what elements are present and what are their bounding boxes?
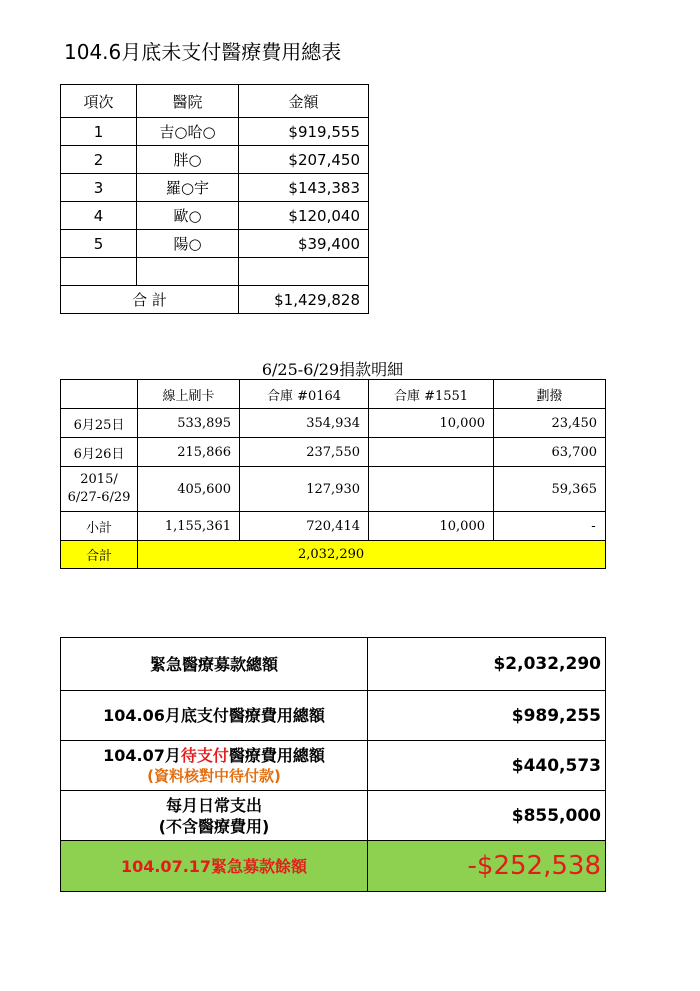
- total-amount: $1,429,828: [239, 286, 369, 314]
- balance-label: 104.06月底支付醫療費用總額: [61, 691, 368, 741]
- balance-label: [61, 741, 368, 791]
- row-no: 4: [61, 202, 137, 230]
- table-header-row: [61, 85, 369, 118]
- subtotal-transfer: -: [494, 512, 606, 541]
- balance-amount: $440,573: [368, 741, 606, 791]
- empty-cell: [137, 258, 239, 286]
- row-transfer: 59,365: [494, 467, 606, 512]
- table-row: [61, 230, 369, 258]
- balance-row: [61, 691, 606, 741]
- total-label: 合計: [61, 541, 138, 569]
- balance-amount: $989,255: [368, 691, 606, 741]
- table-row: [61, 146, 369, 174]
- header-online-card: 線上刷卡: [138, 380, 240, 409]
- row-amount: $120,040: [239, 202, 369, 230]
- row-hospital: 羅○宇: [137, 174, 239, 202]
- subtotal-row: [61, 512, 606, 541]
- row-acc1551: [369, 438, 494, 467]
- table-row: [61, 118, 369, 146]
- header-account-1551: 合庫 #1551: [369, 380, 494, 409]
- row-date: [61, 467, 138, 512]
- row-acc1551: [369, 467, 494, 512]
- row-no: 1: [61, 118, 137, 146]
- subtotal-card: 1,155,361: [138, 512, 240, 541]
- row-hospital: 吉○哈○: [137, 118, 239, 146]
- table-row: [61, 174, 369, 202]
- table-header-row: [61, 380, 606, 409]
- row-no: 2: [61, 146, 137, 174]
- row-transfer: 63,700: [494, 438, 606, 467]
- row-no: 5: [61, 230, 137, 258]
- header-item-no: 項次: [61, 85, 137, 118]
- empty-row: [61, 258, 369, 286]
- row-date-line2: 6/27-6/29: [67, 490, 131, 505]
- row-hospital: 胖○: [137, 146, 239, 174]
- row-amount: $143,383: [239, 174, 369, 202]
- donations-title: 6/25-6/29捐款明細: [261, 360, 404, 379]
- row-acc0164: 237,550: [240, 438, 369, 467]
- empty-cell: [61, 258, 137, 286]
- balance-label: 緊急醫療募款總額: [61, 638, 368, 691]
- balance-amount: $2,032,290: [368, 638, 606, 691]
- total-label: 合 計: [61, 286, 239, 314]
- header-transfer: 劃撥: [494, 380, 606, 409]
- row-amount: $39,400: [239, 230, 369, 258]
- row-card: 405,600: [138, 467, 240, 512]
- final-balance-label: 104.07.17緊急募款餘額: [61, 841, 368, 892]
- final-balance-amount: -$252,538: [368, 841, 606, 892]
- row-hospital: 陽○: [137, 230, 239, 258]
- row-acc0164: 127,930: [240, 467, 369, 512]
- row-hospital: 歐○: [137, 202, 239, 230]
- donations-table: [60, 379, 606, 569]
- empty-cell: [239, 258, 369, 286]
- header-date: [61, 380, 138, 409]
- table-row: [61, 438, 606, 467]
- total-row: [61, 541, 606, 569]
- balance-amount: $855,000: [368, 791, 606, 841]
- row-acc1551: 10,000: [369, 409, 494, 438]
- row-date-line1: 2015/: [80, 472, 118, 487]
- final-balance-row: [61, 841, 606, 892]
- label-suffix: 醫療費用總額: [228, 745, 325, 765]
- row-acc0164: 354,934: [240, 409, 369, 438]
- balance-label-note: (資料核對中待付款): [147, 766, 281, 785]
- balance-label-line1: [61, 745, 367, 766]
- row-amount: $919,555: [239, 118, 369, 146]
- table-row: [61, 467, 606, 512]
- balance-label: [61, 791, 368, 841]
- subtotal-acc0164: 720,414: [240, 512, 369, 541]
- row-transfer: 23,450: [494, 409, 606, 438]
- balance-label-line2: (不含醫療費用): [158, 816, 270, 836]
- balance-row: [61, 638, 606, 691]
- header-hospital: 醫院: [137, 85, 239, 118]
- total-amount: 2,032,290: [138, 541, 606, 569]
- row-date: 6月26日: [61, 438, 138, 467]
- unpaid-expenses-table: [60, 84, 369, 314]
- balance-table: [60, 637, 606, 892]
- table-row: [61, 409, 606, 438]
- summary-title: 104.6月底未支付醫療費用總表: [64, 40, 342, 64]
- total-row: [61, 286, 369, 314]
- row-no: 3: [61, 174, 137, 202]
- balance-label-line1: 每月日常支出: [165, 795, 262, 815]
- row-card: 215,866: [138, 438, 240, 467]
- row-date: 6月25日: [61, 409, 138, 438]
- subtotal-acc1551: 10,000: [369, 512, 494, 541]
- balance-row: [61, 741, 606, 791]
- table-row: [61, 202, 369, 230]
- label-prefix: 104.07月: [103, 745, 181, 765]
- label-pending: 待支付: [180, 745, 229, 765]
- row-amount: $207,450: [239, 146, 369, 174]
- header-account-0164: 合庫 #0164: [240, 380, 369, 409]
- subtotal-label: 小計: [61, 512, 138, 541]
- header-amount: 金額: [239, 85, 369, 118]
- balance-row: [61, 791, 606, 841]
- row-card: 533,895: [138, 409, 240, 438]
